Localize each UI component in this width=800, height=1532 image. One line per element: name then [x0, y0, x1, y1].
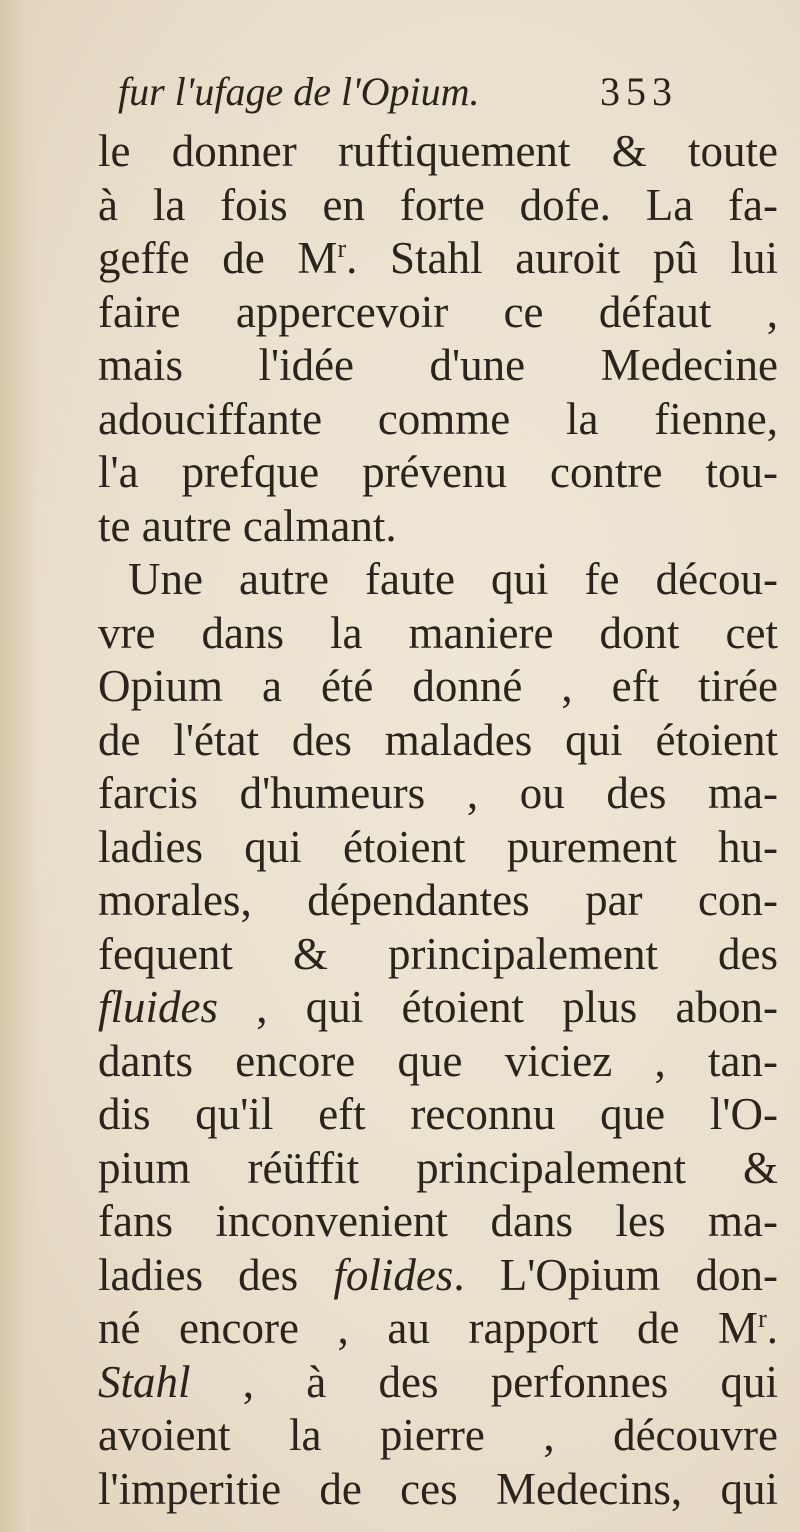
text-line	[98, 1302, 778, 1356]
page-edge-shadow	[0, 0, 38, 1532]
text-line	[98, 500, 778, 554]
text-segment: . Stahl auroit pû lui	[346, 233, 778, 283]
text-line	[98, 393, 778, 447]
text-line	[98, 1249, 778, 1303]
text-line	[98, 767, 778, 821]
text-segment: ladies qui étoient purement hu-	[98, 821, 778, 872]
text-line	[98, 1142, 778, 1196]
text-segment: né encore , au rapport de M	[98, 1303, 759, 1353]
superscript: r	[758, 1304, 767, 1333]
text-line	[98, 1356, 778, 1410]
text-segment: l'a prefque prévenu contre tou-	[98, 447, 778, 497]
text-segment: l'imperitie de ces Medecins, qui	[98, 1463, 778, 1514]
text-segment: vre dans la maniere dont cet	[98, 607, 778, 658]
text-segment: morales, dépendantes par con-	[98, 875, 778, 925]
text-segment: à la fois en forte dofe. La fa-	[98, 179, 778, 230]
italic-text: fluides	[98, 982, 218, 1032]
text-line	[98, 1409, 778, 1463]
text-line	[98, 821, 778, 875]
text-line	[98, 1195, 778, 1249]
text-line	[98, 179, 778, 233]
text-segment: le donner ruftiquement & toute	[98, 126, 778, 176]
text-segment: adouciffante comme la fienne,	[98, 393, 778, 444]
text-segment: , qui étoient plus abon-	[218, 982, 778, 1032]
text-segment: ladies des	[98, 1249, 334, 1300]
text-line	[98, 125, 778, 179]
text-segment: de l'état des malades qui étoient	[98, 714, 778, 765]
superscript: r	[337, 234, 347, 263]
text-line	[98, 874, 778, 928]
running-head	[118, 64, 678, 124]
text-line	[98, 232, 778, 286]
text-line	[98, 1035, 778, 1089]
text-line	[98, 928, 778, 982]
text-segment: dis qu'il eft reconnu que l'O-	[98, 1089, 778, 1139]
italic-text: Stahl	[98, 1356, 191, 1407]
text-segment: mais l'idée d'une Medecine	[98, 340, 778, 390]
text-line	[98, 1088, 778, 1142]
text-line	[98, 660, 778, 714]
text-segment: , à des perfonnes qui	[190, 1356, 778, 1407]
text-line	[98, 981, 778, 1035]
text-segment: Une autre faute qui fe décou-	[128, 554, 778, 604]
text-segment: Opium a été donné , eft tirée	[98, 661, 778, 711]
text-segment: fequent & principalement des	[98, 928, 778, 979]
text-segment: avoient la pierre , découvre	[98, 1410, 778, 1460]
text-segment: . L'Opium don-	[453, 1249, 778, 1300]
text-line	[98, 607, 778, 661]
text-line	[98, 1463, 778, 1517]
text-segment: dants encore que viciez , tan-	[98, 1035, 778, 1086]
text-line	[98, 714, 778, 768]
text-segment: fans inconvenient dans les ma-	[98, 1196, 778, 1246]
text-segment: farcis d'humeurs , ou des ma-	[98, 768, 778, 818]
running-title: fur l'ufage de l'Opium.	[118, 69, 480, 114]
text-line	[98, 553, 778, 607]
body-text	[98, 125, 778, 1516]
text-segment: pium réüffit principalement &	[98, 1142, 778, 1193]
text-line	[98, 446, 778, 500]
page-number: 353	[600, 69, 678, 114]
italic-text: folides	[333, 1249, 454, 1300]
text-line	[98, 286, 778, 340]
text-line	[98, 339, 778, 393]
text-segment: te autre calmant.	[98, 500, 397, 551]
text-segment: geffe de M	[98, 233, 338, 283]
text-segment: faire appercevoir ce défaut ,	[98, 286, 778, 337]
text-segment: .	[766, 1303, 778, 1353]
